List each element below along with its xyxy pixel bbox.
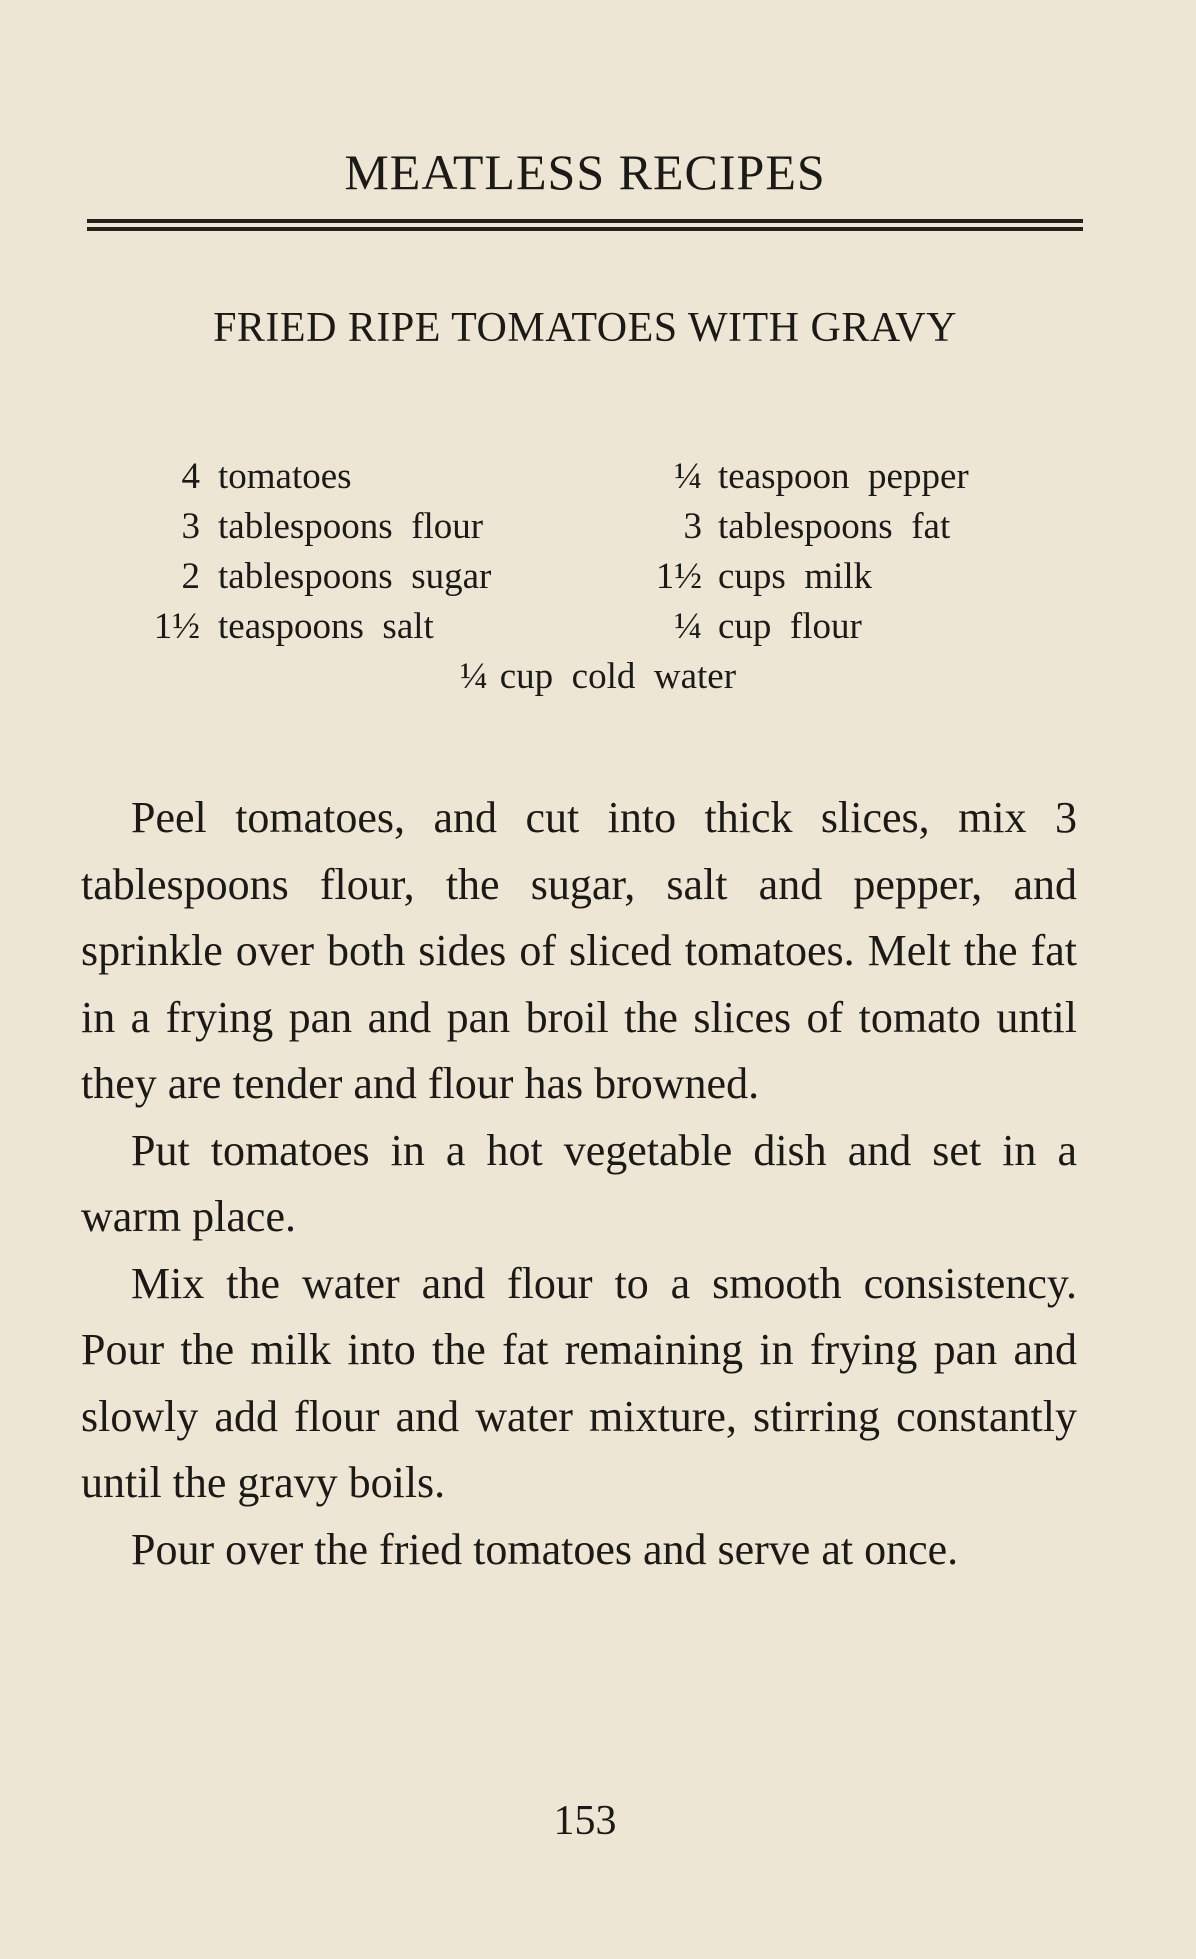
running-head: MEATLESS RECIPES xyxy=(344,144,826,200)
ingredient-name: tablespoons sugar xyxy=(218,556,492,597)
ingredient-quantity: 1½ xyxy=(153,606,200,647)
instruction-paragraph: Peel tomatoes, and cut into thick slices, mix 3 tablespoons flour, the sugar, salt and pepper, and sprinkle over both sides of sliced tomatoes. Melt the fat in a frying pan and pan broil the slices of tomato until they are tender and flour has browned. xyxy=(81,793,1077,1108)
instruction-paragraph: Put tomatoes in a hot vegetable dish and set in a warm place. xyxy=(81,1125,1077,1241)
ingredient-row xyxy=(0,552,1196,602)
ingredient-name: tablespoons flour xyxy=(218,506,484,547)
ingredient-name: tablespoons fat xyxy=(718,506,951,547)
ingredient-name: cup cold water xyxy=(499,656,737,697)
ingredient-quantity: 3 xyxy=(181,506,200,547)
recipe-title: FRIED RIPE TOMATOES WITH GRAVY xyxy=(213,305,957,351)
instruction-paragraph: Pour over the fried tomatoes and serve at once. xyxy=(131,1524,959,1574)
ingredient-name: teaspoon pepper xyxy=(718,456,969,497)
ingredient-row xyxy=(0,602,1196,652)
instruction-paragraph: Mix the water and flour to a smooth consistency. Pour the milk into the fat remaining in frying pan and slowly add flour and water mixture, stirring constantly until the gravy boils. xyxy=(81,1258,1077,1507)
ingredient-name: cups milk xyxy=(718,556,873,597)
ingredient-quantity: ¼ xyxy=(674,606,702,647)
ingredients-list xyxy=(0,452,1196,697)
ingredient-quantity: 1½ xyxy=(655,556,702,597)
ingredient-name: teaspoons salt xyxy=(218,606,434,647)
header-rule-top xyxy=(87,219,1083,223)
ingredient-row-centered xyxy=(0,652,1196,702)
ingredient-quantity: ¼ xyxy=(459,656,488,697)
ingredient-quantity: 4 xyxy=(181,456,200,497)
header-rule-bottom xyxy=(87,227,1083,231)
ingredient-name: cup flour xyxy=(718,606,862,647)
ingredient-name: tomatoes xyxy=(218,456,352,497)
page-number: 153 xyxy=(553,1798,617,1844)
ingredient-quantity: 2 xyxy=(181,556,200,597)
ingredient-quantity: 3 xyxy=(683,506,702,547)
ingredient-row xyxy=(0,502,1196,552)
ingredient-quantity: ¼ xyxy=(674,456,702,497)
recipe-instructions xyxy=(81,785,1077,1583)
ingredient-row xyxy=(0,452,1196,502)
